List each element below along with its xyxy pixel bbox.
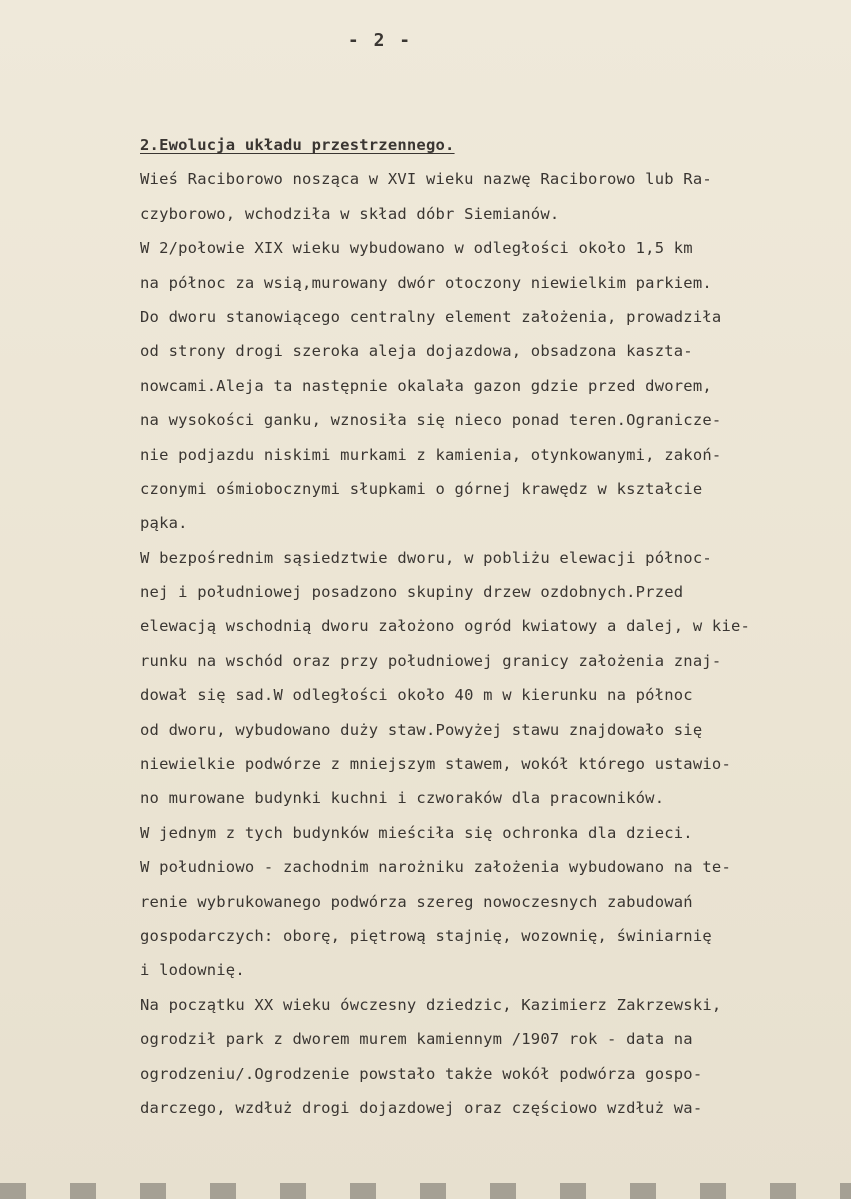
- document-body: [140, 128, 820, 1125]
- text-line: runku na wschód oraz przy południowej granicy założenia znaj-: [140, 651, 722, 670]
- text-line: dował się sad.W odległości około 40 m w kierunku na północ: [140, 686, 693, 705]
- scan-edge-mark: [0, 1183, 851, 1199]
- text-line: na północ za wsią,murowany dwór otoczony niewielkim parkiem.: [140, 273, 712, 292]
- text-line: W bezpośrednim sąsiedztwie dworu, w pobliżu elewacji północ-: [140, 548, 712, 567]
- text-line: Do dworu stanowiącego centralny element założenia, prowadziła: [140, 307, 722, 326]
- text-line: ogrodzeniu/.Ogrodzenie powstało także wokół podwórza gospo-: [140, 1064, 703, 1083]
- text-line: elewacją wschodnią dworu założono ogród kwiatowy a dalej, w kie-: [140, 617, 751, 636]
- text-line: nie podjazdu niskimi murkami z kamienia, otynkowanymi, zakoń-: [140, 445, 722, 464]
- text-line: renie wybrukowanego podwórza szereg nowoczesnych zabudowań: [140, 892, 693, 911]
- text-line: W 2/połowie XIX wieku wybudowano w odległości około 1,5 km: [140, 239, 693, 258]
- text-line: i lodownię.: [140, 961, 245, 980]
- text-line: Na początku XX wieku ówczesny dziedzic, Kazimierz Zakrzewski,: [140, 995, 722, 1014]
- text-line: czonymi ośmiobocznymi słupkami o górnej krawędz w kształcie: [140, 479, 703, 498]
- text-line: czyborowo, wchodziła w skład dóbr Siemianów.: [140, 204, 560, 223]
- text-line: pąka.: [140, 514, 188, 533]
- text-line: od strony drogi szeroka aleja dojazdowa, obsadzona kaszta-: [140, 342, 693, 361]
- text-line: od dworu, wybudowano duży staw.Powyżej stawu znajdowało się: [140, 720, 703, 739]
- page-number: - 2 -: [347, 30, 413, 51]
- text-line: no murowane budynki kuchni i czworaków dla pracowników.: [140, 789, 665, 808]
- text-line: niewielkie podwórze z mniejszym stawem, wokół którego ustawio-: [140, 755, 731, 774]
- text-line: Wieś Raciborowo nosząca w XVI wieku nazwę Raciborowo lub Ra-: [140, 170, 712, 189]
- section-title: 2.Ewolucja układu przestrzennego.: [140, 136, 455, 154]
- text-line: darczego, wzdłuż drogi dojazdowej oraz częściowo wzdłuż wa-: [140, 1098, 703, 1117]
- text-line: na wysokości ganku, wznosiła się nieco ponad teren.Ograniczе-: [140, 411, 722, 430]
- text-line: W południowo - zachodnim narożniku założenia wybudowano na te-: [140, 858, 731, 877]
- text-line: ogrodził park z dworem murem kamiennym /1907 rok - data na: [140, 1030, 693, 1049]
- text-line: nej i południowej posadzono skupiny drzew ozdobnych.Przed: [140, 583, 684, 602]
- text-line: nowcami.Aleja ta następnie okalała gazon gdzie przed dworem,: [140, 376, 712, 395]
- text-line: gospodarczych: oborę, piętrową stajnię, wozownię, świniarnię: [140, 926, 712, 945]
- text-line: W jednym z tych budynków mieściła się ochronka dla dzieci.: [140, 823, 693, 842]
